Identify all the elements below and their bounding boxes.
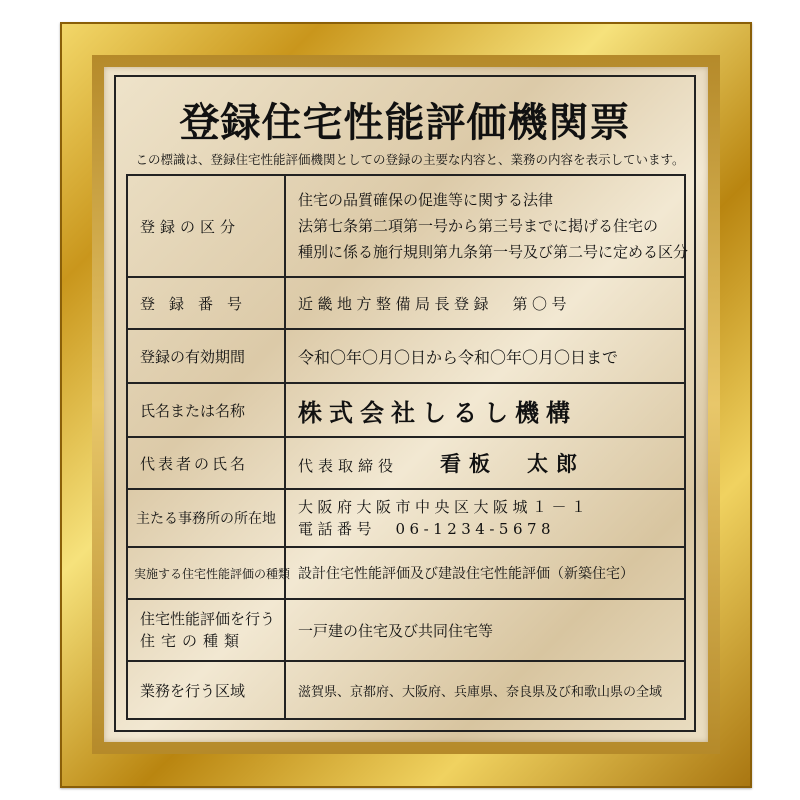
office-phone: 電話番号 06-1234-5678	[298, 520, 556, 538]
row-label: 登録番号	[128, 278, 286, 328]
row-number	[128, 278, 684, 330]
row-label: 実施する住宅性能評価の種類	[128, 548, 286, 598]
row-validity	[128, 330, 684, 384]
row-representative	[128, 438, 684, 490]
housing-label-line-2: 住宅の種類	[140, 632, 246, 650]
row-label: 主たる事務所の所在地	[128, 490, 286, 546]
sign-note: この標識は、登録住宅性能評価機関としての登録の主要な内容と、業務の内容を表示しています。	[135, 152, 685, 167]
row-value: 設計住宅性能評価及び建設住宅性能評価（新築住宅）	[298, 566, 634, 582]
row-label: 氏名または名称	[128, 384, 286, 436]
row-evaluation-type	[128, 548, 684, 600]
row-value: 令和〇年〇月〇日から令和〇年〇月〇日まで	[298, 347, 619, 367]
row-value: 一戸建の住宅及び共同住宅等	[298, 621, 494, 640]
row-value: 近畿地方整備局長登録 第〇号	[298, 294, 572, 313]
housing-label-line-1: 住宅性能評価を行う	[140, 610, 276, 628]
company-name: 株式会社しるし機構	[298, 397, 577, 427]
sign-plate	[104, 67, 708, 742]
category-line-3: 種別に係る施行規則第九条第一号及び第二号に定める区分	[298, 243, 689, 261]
category-line-1: 住宅の品質確保の促進等に関する法律	[298, 191, 554, 209]
category-line-2: 法第七条第二項第一号から第三号までに掲げる住宅の	[298, 217, 659, 235]
row-category	[128, 176, 689, 278]
row-value	[298, 176, 689, 276]
row-value	[298, 490, 678, 546]
sign-title: 登録住宅性能評価機関票	[179, 99, 631, 146]
row-label: 登録の区分	[128, 176, 286, 276]
row-office	[128, 490, 684, 548]
representative-title: 代表取締役	[298, 457, 399, 475]
plate-border	[114, 75, 696, 732]
row-label	[128, 600, 286, 660]
row-area	[128, 662, 684, 718]
gold-picture-frame	[60, 22, 752, 788]
row-label: 登録の有効期間	[128, 330, 286, 382]
office-address: 大阪府大阪市中央区大阪城１－１	[298, 498, 591, 516]
frame-inner-bevel	[92, 55, 720, 754]
row-value	[298, 438, 678, 488]
row-label: 代表者の氏名	[128, 438, 286, 488]
row-housing-type	[128, 600, 684, 662]
representative-name: 看板 太郎	[440, 451, 586, 476]
row-value: 滋賀県、京都府、大阪府、兵庫県、奈良県及び和歌山県の全域	[298, 684, 663, 700]
row-label: 業務を行う区域	[128, 662, 286, 718]
row-company	[128, 384, 684, 438]
info-table	[126, 174, 689, 720]
